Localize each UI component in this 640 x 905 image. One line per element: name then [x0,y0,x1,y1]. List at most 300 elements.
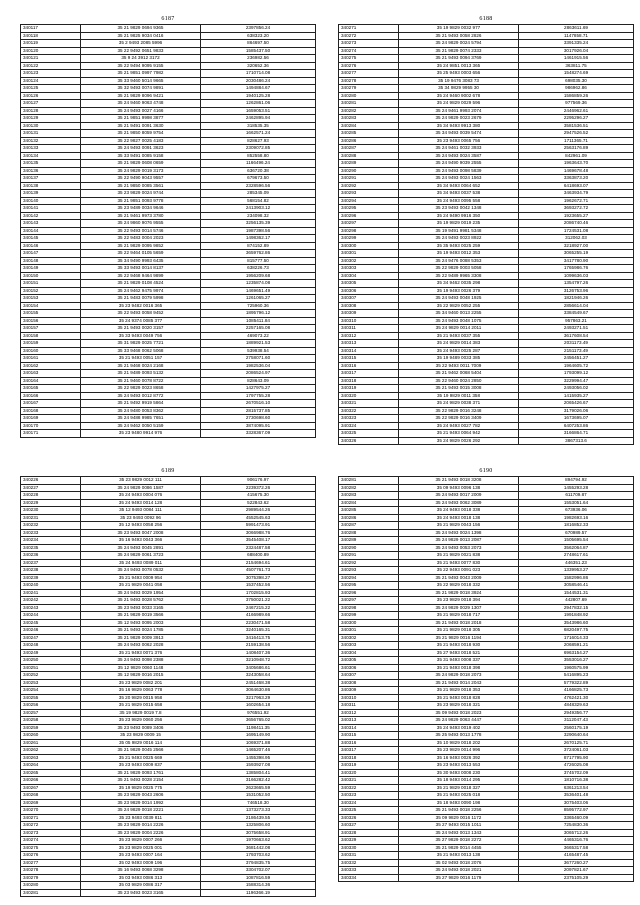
account-number-cell: 35 23 9493 0039 811 [81,814,201,822]
record-id-cell: 340270 [21,807,81,815]
amount-cell: 3256135.39 [201,220,316,228]
account-number-cell: 35 23 9482 0016 365 [81,302,201,310]
account-number-cell: 35 22 9829 0003 5058 [399,265,519,273]
record-id-cell: 340126 [21,92,81,100]
account-number-cell: 35 21 9829 0074 2333 [399,47,519,55]
record-id-cell: 340310 [339,694,399,702]
amount-cell: 636720.38 [201,167,316,175]
amount-cell: 986962.86 [519,85,634,93]
record-id-cell: 340121 [21,55,81,63]
table-row [21,40,316,48]
table-row [339,100,634,108]
amount-cell: 4552545.63 [201,514,316,522]
amount-cell: 4165487.45 [519,852,634,860]
table-row [21,55,316,63]
table-row [21,85,316,93]
amount-cell: 2097821.67 [519,867,634,875]
table-row [339,122,634,130]
record-id-cell: 340332 [339,859,399,867]
table-row [21,679,316,687]
account-number-cell: 35 21 9492 9919 5864 [81,400,201,408]
amount-cell: 1373273.33 [201,807,316,815]
account-number-cell: 35 35 9493 0025 259 [399,242,519,250]
table-row [21,182,316,190]
account-number-cell: 35 24 9860 9076 9555 [81,220,201,228]
record-id-cell: 340228 [21,492,81,500]
amount-cell: 1537452.56 [201,582,316,590]
account-number-cell: 35 34 9493 9913 380 [399,122,519,130]
account-number-cell: 35 24 9493 0053 2073 [399,544,519,552]
amount-cell: 638323.20 [201,32,316,40]
table-panel-1 [20,14,316,438]
record-id-cell: 340292 [339,559,399,567]
table-row [339,370,634,378]
record-id-cell: 340133 [21,145,81,153]
table-row [339,514,634,522]
table-row [339,477,634,485]
table-row [339,642,634,650]
table-row [339,754,634,762]
table-row [339,92,634,100]
account-number-cell: 35 24 9493 0023 8922 [399,235,519,243]
account-number-cell: 35 12 9829 0016 2015 [81,672,201,680]
amount-cell: 2186439.55 [201,814,316,822]
table-row [21,874,316,882]
record-id-cell: 340312 [339,332,399,340]
record-id-cell: 340150 [21,272,81,280]
table-row [339,227,634,235]
amount-cell: 2560175.19 [519,724,634,732]
record-id-cell: 340305 [339,280,399,288]
record-id-cell: 340246 [21,627,81,635]
record-id-cell: 340240 [21,582,81,590]
account-number-cell: 35 21 9493 0015 3008 [399,385,519,393]
account-number-cell: 35 24 9829 0018 2073 [399,672,519,680]
table-row [21,272,316,280]
table-row [339,859,634,867]
amount-cell: 2730698.60 [201,415,316,423]
amount-cell: 4848329.63 [519,702,634,710]
table-row [21,702,316,710]
record-id-cell: 340120 [21,47,81,55]
record-id-cell: 340318 [339,377,399,385]
amount-cell: 1427975.27 [201,385,316,393]
amount-cell: 3304702.07 [201,867,316,875]
amount-cell: 1816852.33 [519,522,634,530]
account-number-cell: 35 24 9493 0098 5839 [399,167,519,175]
account-number-cell: 35 23 9829 0004 2226 [81,829,201,837]
account-number-cell: 35 34 9493 0039 5474 [399,130,519,138]
amount-cell: 1793703.62 [201,852,316,860]
table-row [21,92,316,100]
panel-title: 6190 [479,468,493,474]
account-number-cell: 35 22 9829 0052 255 [399,302,519,310]
account-number-cell: 35 16 9493 0068 3298 [81,867,201,875]
record-id-cell: 340294 [339,574,399,582]
record-id-cell: 340262 [21,747,81,755]
account-number-cell: 35 21 9493 0018 2256 [399,807,519,815]
amount-cell: 1505695.54 [519,537,634,545]
table-row [339,852,634,860]
table-row [339,295,634,303]
record-id-cell: 340325 [339,807,399,815]
account-number-cell: 35 24 9493 0018 138 [399,514,519,522]
table-row [339,874,634,882]
table-row [21,829,316,837]
table-row [21,867,316,875]
table-row [339,325,634,333]
account-number-cell: 35 23 9493 0007 164 [81,852,201,860]
record-id-cell: 340273 [21,829,81,837]
account-number-cell: 35 18 9493 0090 198 [399,799,519,807]
table-panel-3 [20,466,316,897]
amount-cell: 976551.92 [201,709,316,717]
table-row [339,627,634,635]
record-id-cell: 340321 [339,400,399,408]
table-row [339,867,634,875]
account-number-cell: 35 24 9476 0088 5353 [399,257,519,265]
table-row [21,167,316,175]
record-id-cell: 340254 [21,687,81,695]
record-id-cell: 340311 [339,702,399,710]
table-row [339,85,634,93]
amount-cell: 1196366.19 [201,889,316,897]
account-number-cell: 35 25 9493 0013 1778 [399,732,519,740]
account-number-cell: 35 24 9493 0062 2028 [81,642,201,650]
record-id-cell: 340302 [339,634,399,642]
table-row [21,145,316,153]
amount-cell: 1339953.27 [519,567,634,575]
record-id-cell: 340153 [21,295,81,303]
amount-cell: 2815737.85 [201,407,316,415]
amount-cell: 2065426.67 [519,400,634,408]
amount-cell: 3677260.27 [519,859,634,867]
account-number-cell: 35 24 9493 0062 3089 [399,499,519,507]
amount-cell: 415675.30 [201,492,316,500]
account-number-cell: 35 19 9829 0032 977 [399,25,519,33]
amount-cell: 679673.50 [201,175,316,183]
account-number-cell: 35 21 9851 0997 7982 [81,70,201,78]
amount-cell: 1469678.48 [519,167,634,175]
record-id-cell: 340129 [21,115,81,123]
amount-cell: 1494884.67 [201,85,316,93]
table-row [339,634,634,642]
amount-cell: 3126753.96 [519,287,634,295]
table-row [21,287,316,295]
record-id-cell: 340245 [21,619,81,627]
account-number-cell: 35 23 9829 0018 321 [399,702,519,710]
table-row [339,739,634,747]
table-row [21,130,316,138]
account-number-cell: 35 21 9850 8059 9754 [81,130,201,138]
record-id-cell: 340303 [339,265,399,273]
panel-title: 6188 [479,16,493,22]
account-number-cell: 35 22 9494 9095 9155 [81,62,201,70]
amount-cell: 1593927.08 [201,762,316,770]
record-id-cell: 340159 [21,340,81,348]
record-id-cell: 340311 [339,325,399,333]
record-id-cell: 340316 [339,739,399,747]
account-number-cell: 35 24 9493 0098 2388 [81,657,201,665]
amount-cell: 1588314.36 [201,882,316,890]
amount-cell: 3065255.19 [519,250,634,258]
amount-cell: 3536401.48 [519,792,634,800]
amount-cell: 828643.09 [201,377,316,385]
account-number-cell: 35 21 9493 0018 2018 [399,619,519,627]
table-row [21,709,316,717]
amount-cell: 3750021.22 [201,597,316,605]
account-number-cell: 35 34 9462 0035 298 [399,280,519,288]
table-panel-2 [338,14,634,445]
amount-cell: 2989544.26 [201,507,316,515]
amount-cell: 3075398.27 [201,574,316,582]
account-number-cell: 35 24 9829 0026 292 [399,437,519,445]
account-number-cell: 35 21 9829 0018 327 [399,784,519,792]
record-id-cell: 340293 [339,190,399,198]
table-row [339,559,634,567]
record-id-cell: 340309 [339,310,399,318]
amount-cell: 1544531.31 [519,589,634,597]
account-number-cell: 35 24 9480 0053 8362 [81,407,201,415]
record-id-cell: 340234 [21,537,81,545]
account-number-cell: 35 24 9829 0063 4447 [399,717,519,725]
account-number-cell: 35 22 9492 0651 9833 [81,47,201,55]
record-id-cell: 340154 [21,302,81,310]
table-row [339,422,634,430]
amount-cell: 4166989.66 [201,612,316,620]
amount-cell: 1602654.18 [201,702,316,710]
amount-cell: 2670516.10 [201,400,316,408]
table-row [21,422,316,430]
table-row [339,732,634,740]
record-id-cell: 340289 [339,160,399,168]
table-row [21,844,316,852]
amount-cell: 446351.23 [519,559,634,567]
table-row [21,754,316,762]
account-number-cell: 35 21 9493 0094 3769 [399,55,519,63]
table-row [21,814,316,822]
table-row [339,40,634,48]
account-number-cell: 35 03 9829 0086 317 [81,882,201,890]
record-id-cell: 340280 [21,882,81,890]
record-id-cell: 340269 [21,799,81,807]
amount-cell: 3391335.24 [519,40,634,48]
account-number-cell: 35 21 9493 0064 942 [399,430,519,438]
table-row [339,430,634,438]
account-number-cell: 35 21 9483 0079 5998 [81,295,201,303]
amount-cell: 1960575.99 [519,664,634,672]
record-id-cell: 340170 [21,422,81,430]
table-row [339,257,634,265]
amount-cell: 638226.73 [201,265,316,273]
record-id-cell: 340302 [339,257,399,265]
table-row [339,702,634,710]
account-number-cell: 35 24 9829 0086 1587 [81,484,201,492]
table-row [21,777,316,785]
table-row [21,567,316,575]
account-number-cell: 35 24 9493 0027 782 [399,422,519,430]
record-id-cell: 340286 [339,514,399,522]
record-id-cell: 340137 [21,175,81,183]
table-row [21,107,316,115]
account-number-cell: 35 24 9851 0013 365 [399,62,519,70]
table-row [339,355,634,363]
table-row [339,814,634,822]
record-id-cell: 340276 [339,62,399,70]
table-row [21,205,316,213]
table-row [21,415,316,423]
account-number-cell: 35 23 9829 0043 2606 [81,792,201,800]
account-number-cell: 35 21 9850 0085 3561 [81,182,201,190]
amount-cell: 1982536.04 [201,362,316,370]
amount-cell: 285345.09 [201,190,316,198]
account-number-cell: 35 21 9851 9998 3877 [81,115,201,123]
record-id-cell: 340316 [339,362,399,370]
table-panel-4 [338,466,634,882]
table-row [21,807,316,815]
table-row [21,484,316,492]
amount-cell: 2456451.27 [519,355,634,363]
amount-cell: 5779322.89 [519,679,634,687]
amount-cell: 2309072.85 [201,145,316,153]
account-number-cell: 35 24 9493 0019 402 [399,724,519,732]
account-number-cell: 35 27 9829 0016 1179 [399,874,519,882]
record-id-cell: 340167 [21,400,81,408]
record-id-cell: 340233 [21,529,81,537]
amount-cell: 1702815.93 [201,589,316,597]
amount-cell: 1531052.50 [201,792,316,800]
record-id-cell: 340275 [339,55,399,63]
amount-cell: 3656765.02 [201,717,316,725]
amount-cell: 234098.32 [201,212,316,220]
panel-title: 6187 [161,16,175,22]
amount-cell: 3553016.27 [519,657,634,665]
record-id-cell: 340303 [339,642,399,650]
amount-cell: 3166864.71 [519,430,634,438]
account-number-cell: 35 22 9493 0014 5746 [81,227,201,235]
amount-cell: 2154694.61 [201,559,316,567]
amount-cell: 1465207.46 [201,747,316,755]
table-row [339,672,634,680]
amount-cell: 3617608.54 [519,332,634,340]
account-number-cell: 35 21 9829 0021 838 [399,552,519,560]
record-id-cell: 340292 [339,182,399,190]
table-row [21,492,316,500]
table-row [21,100,316,108]
amount-cell: 852558.80 [201,152,316,160]
table-row [21,212,316,220]
record-id-cell: 340323 [339,792,399,800]
amount-cell: 1469651.49 [201,287,316,295]
table-row [339,272,634,280]
table-row [339,310,634,318]
account-number-cell: 35 34 9460 0013 2255 [399,310,519,318]
account-number-cell: 35 24 9829 0014 383 [399,340,519,348]
amount-cell: 673936.06 [519,507,634,515]
account-number-cell: 35 12 9493 0058 256 [81,522,201,530]
record-id-cell: 340142 [21,212,81,220]
table-row [21,160,316,168]
table-row [21,882,316,890]
record-id-cell: 340299 [339,235,399,243]
amount-cell: 4507761.73 [201,567,316,575]
record-id-cell: 340226 [21,477,81,485]
account-number-cell: 35 05 9829 0016 114 [81,739,201,747]
table-row [21,197,316,205]
amount-cell: 5416895.23 [519,672,634,680]
account-number-cell: 35 21 9829 0016 1194 [399,634,519,642]
record-id-cell: 340130 [21,122,81,130]
record-id-cell: 340268 [21,792,81,800]
record-id-cell: 340285 [339,507,399,515]
account-number-cell: 35 9 24 3912 3172 [81,55,201,63]
amount-cell: 3794835.75 [201,859,316,867]
table-row [339,724,634,732]
record-id-cell: 340329 [339,837,399,845]
record-id-cell: 340242 [21,597,81,605]
record-id-cell: 340326 [339,437,399,445]
amount-cell: 2758071.60 [201,355,316,363]
account-number-cell: 35 22 9464 0105 5659 [81,250,201,258]
account-number-cell: 35 22 9829 0023 8658 [81,385,201,393]
amount-cell: 874152.89 [201,242,316,250]
record-id-cell: 340135 [21,160,81,168]
table-row [21,340,316,348]
table-row [339,182,634,190]
record-id-cell: 340325 [339,430,399,438]
table-row [21,25,316,33]
table-row [21,552,316,560]
record-id-cell: 340331 [339,852,399,860]
table-row [21,385,316,393]
table-row [21,687,316,695]
record-id-cell: 340308 [339,679,399,687]
record-id-cell: 340308 [339,302,399,310]
account-number-cell: 35 24 9493 0029 1954 [81,589,201,597]
table-row [339,537,634,545]
amount-cell: 6361213.54 [519,784,634,792]
amount-cell: 1940125.28 [201,92,316,100]
record-id-cell: 340131 [21,130,81,138]
record-id-cell: 340237 [21,559,81,567]
account-number-cell: 35 23 9493 0009 837 [81,762,201,770]
table-row [339,212,634,220]
table-row [339,582,634,590]
record-id-cell: 340284 [339,122,399,130]
record-id-cell: 340149 [21,265,81,273]
account-number-cell: 35 21 9460 0078 8722 [81,377,201,385]
record-id-cell: 340304 [339,272,399,280]
amount-cell: 6820497.75 [519,627,634,635]
table-row [21,672,316,680]
table-row [21,762,316,770]
account-number-cell: 35 09 9493 0018 2023 [399,709,519,717]
amount-cell: 539938.54 [201,347,316,355]
account-number-cell: 35 22 9829 0018 332 [399,582,519,590]
account-number-cell: 35 19 9829 0025 775 [81,784,201,792]
account-number-cell: 35 24 9493 0024 1563 [399,175,519,183]
table-row [21,115,316,123]
amount-cell: 2031173.49 [519,340,634,348]
amount-cell: 2446962.61 [519,107,634,115]
record-id-cell: 340243 [21,604,81,612]
record-id-cell: 340330 [339,844,399,852]
table-row [21,822,316,830]
record-id-cell: 340229 [21,499,81,507]
table-row [21,619,316,627]
account-number-cell: 35 22 9829 0016 3248 [399,407,519,415]
account-number-cell: 35 21 9829 0015 658 [81,702,201,710]
